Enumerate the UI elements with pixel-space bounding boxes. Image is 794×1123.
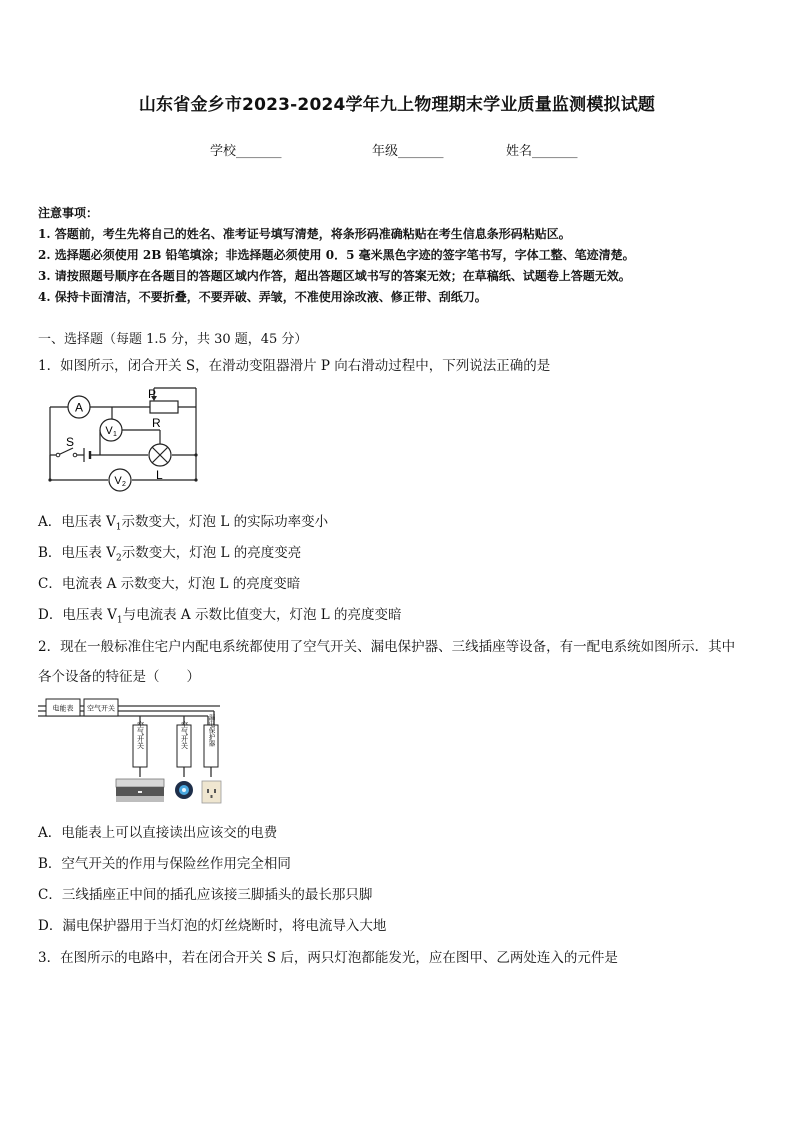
energy-meter-label: 电能表 [52, 705, 74, 713]
q2-option-b: B．空气开关的作用与保险丝作用完全相同 [38, 856, 291, 872]
ceiling-lamp-icon [175, 781, 193, 799]
leakage-protector-label: 漏电保护器 [207, 713, 215, 747]
voltmeter-2-subscript: 2 [122, 481, 126, 488]
main-air-switch-label: 空气开关 [87, 705, 115, 713]
branch-air-switch-2-label: 空气开关 [180, 721, 188, 749]
notice-item: 2. 选择题必须使用 2B 铅笔填涂；非选择题必须使用 0．5 毫米黑色字迹的签字笔书写，字体工整、笔迹清楚。 [38, 248, 635, 262]
q1-circuit-diagram [40, 380, 210, 500]
name-field: 姓名_______ [506, 144, 578, 159]
ammeter-label: A [74, 400, 84, 415]
lamp-label: L [156, 468, 163, 482]
q2-option-d: D．漏电保护器用于当灯泡的灯丝烧断时，将电流导入大地 [38, 918, 387, 934]
air-conditioner-icon [116, 779, 164, 802]
q2-option-c: C．三线插座正中间的插孔应该接三脚插头的最长那只脚 [38, 887, 373, 903]
section-heading: 一、选择题（每题 1.5 分，共 30 题，45 分） [38, 332, 308, 347]
question-3-stem: 3．在图所示的电路中，若在闭合开关 S 后，两只灯泡都能发光，应在图甲、乙两处连入的元件是 [38, 950, 618, 966]
rheostat-r-label: R [152, 416, 161, 430]
q1-option-c: C．电流表 A 示数变大，灯泡 L 的亮度变暗 [38, 576, 301, 592]
question-1-stem: 1．如图所示，闭合开关 S，在滑动变阻器滑片 P 向右滑动过程中，下列说法正确的是 [38, 358, 551, 374]
grade-field: 年级_______ [372, 144, 444, 159]
wall-socket-icon [202, 781, 221, 803]
rheostat-p-label: P [148, 387, 157, 401]
switch-label: S [66, 435, 75, 449]
q1-option-d: D．电压表 $V_1$与电流表 A 示数比值变大，灯泡 L 的亮度变暗 [38, 607, 402, 626]
voltmeter-2-label: V [114, 475, 122, 487]
q1-option-b: B．电压表 $V_2$示数变大，灯泡 L 的亮度变亮 [38, 545, 302, 564]
page-title: 山东省金乡市2023-2024学年九上物理期末学业质量监测模拟试题 [138, 95, 656, 115]
notice-item: 1. 答题前，考生先将自己的姓名、准考证号填写清楚，将条形码准确粘贴在考生信息条形码粘贴区。 [38, 227, 571, 241]
notice-heading: 注意事项： [38, 206, 99, 220]
question-2-stem-line1: 2．现在一般标准住宅户内配电系统都使用了空气开关、漏电保护器、三线插座等设备，有一配电系统如图所示．其中 [38, 639, 736, 655]
question-2-stem-line2: 各个设备的特征是（ ） [38, 669, 200, 685]
q2-distribution-diagram [38, 695, 238, 810]
notice-item: 4. 保持卡面清洁，不要折叠，不要弄破、弄皱，不准使用涂改液、修正带、刮纸刀。 [38, 290, 487, 304]
q2-option-a: A．电能表上可以直接读出应该交的电费 [38, 825, 278, 841]
branch-air-switch-1-label: 空气开关 [136, 721, 144, 749]
school-field: 学校_______ [210, 144, 282, 159]
voltmeter-1-subscript: 1 [113, 431, 117, 438]
notice-item: 3. 请按照题号顺序在各题目的答题区域内作答，超出答题区域书写的答案无效；在草稿纸、试题卷上答题无效。 [38, 269, 631, 283]
voltmeter-1-label: V [105, 425, 113, 437]
q1-option-a: A．电压表 $V_1$示数变大，灯泡 L 的实际功率变小 [38, 514, 329, 533]
